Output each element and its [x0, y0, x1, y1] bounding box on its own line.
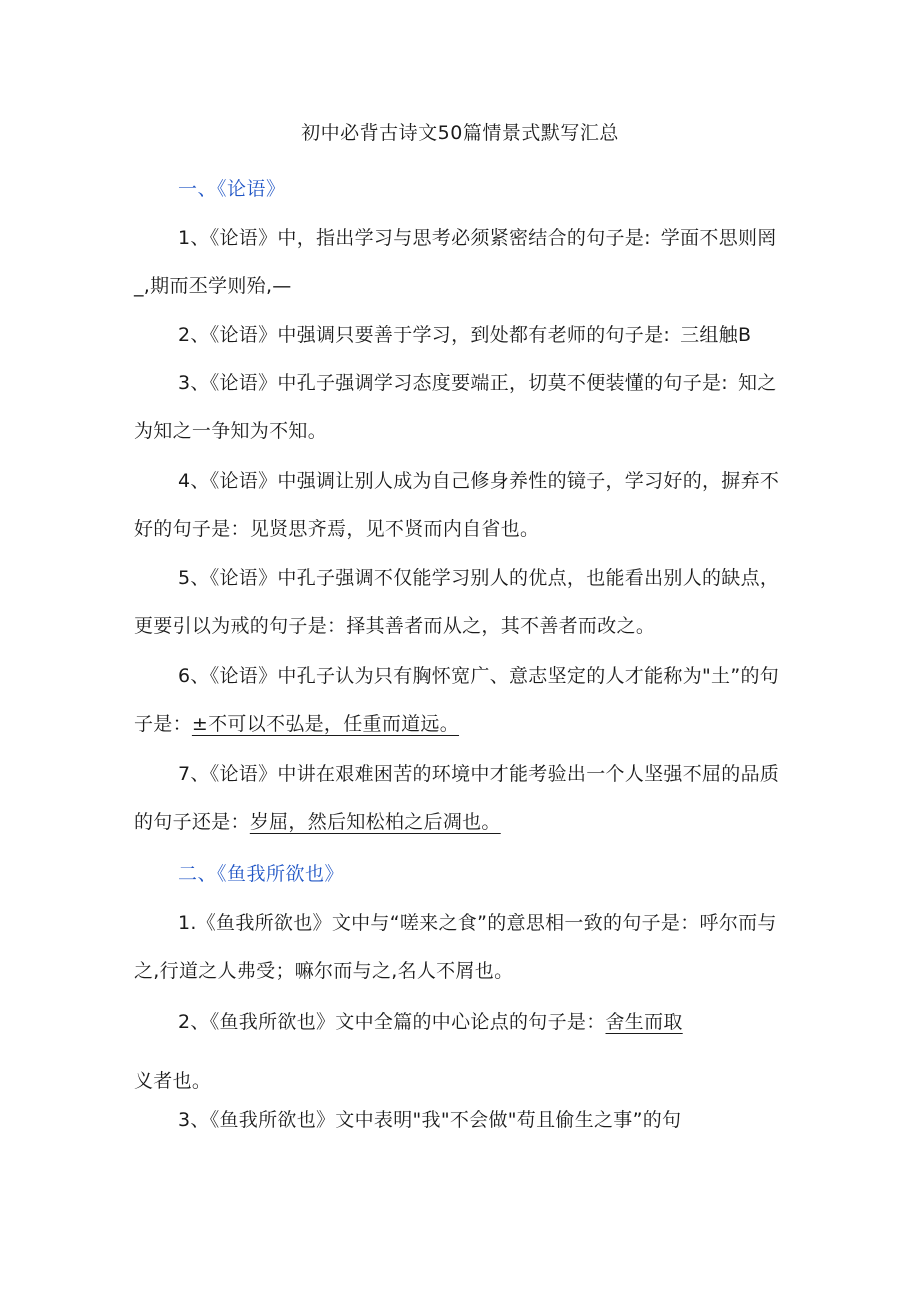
question-text: 3、《论语》中孔子强调学习态度要端正，切莫不便装懂的句子是:	[178, 372, 728, 394]
question-text: 6、《论语》中孔子认为只有胸怀宽广、意志坚定的人才能称为"土”的句子是：	[134, 665, 780, 735]
question-text: 5、《论语》中孔子强调不仅能学习别人的优点，也能看出别人的缺点，更要引以为戒的句子是：	[134, 567, 780, 637]
question-text: 2、《论语》中强调只要善于学习，到处都有老师的句子是:	[178, 324, 671, 346]
list-item	[134, 359, 788, 455]
answer-text: 三组触B	[680, 324, 752, 346]
list-item	[134, 311, 788, 359]
list-item	[134, 1096, 788, 1144]
answer-text: 知之为知之一争知为不知。	[134, 372, 777, 442]
question-text: 3、《鱼我所欲也》文中表明"我"不会做"苟且偷生之事”的句	[178, 1109, 682, 1131]
list-item	[134, 750, 788, 846]
question-text: 2、《鱼我所欲也》文中全篇的中心论点的句子是：	[178, 1011, 606, 1033]
answer-continuation: 义者也。	[134, 1070, 212, 1092]
question-text: 4、《论语》中强调让别人成为自己修身养性的镜子，学习好的，摒弃不好的句子是：	[134, 470, 780, 540]
answer-text: 见贤思齐焉，见不贤而内自省也。	[249, 518, 540, 540]
answer-text: 择其善者而从之，其不善者而改之。	[346, 615, 656, 637]
answer-text: 舍生而取	[605, 1011, 683, 1033]
page-title: 初中必背古诗文50篇情景式默写汇总	[301, 122, 619, 144]
answer-text: 学面不思则罔_,期而丕学则殆,—	[134, 227, 777, 297]
question-text: 7、《论语》中讲在艰难困苦的环境中才能考验出一个人坚强不屈的品质的句子还是：	[134, 763, 780, 833]
list-item	[134, 998, 788, 1046]
section-heading-lunyu: 一、《论语》	[178, 178, 286, 200]
question-text: 1、《论语》中，指出学习与思考必须紧密结合的句子是:	[178, 227, 651, 249]
list-item	[134, 652, 788, 748]
list-item	[134, 457, 788, 553]
question-text: 1.《鱼我所欲也》文中与“嗟来之食”的意思相一致的句子是：	[178, 912, 700, 934]
answer-text: 岁屈，然后知松柏之后凋也。	[249, 811, 501, 833]
section-heading-yuwosuoyuye: 二、《鱼我所欲也》	[178, 863, 345, 885]
list-item	[134, 214, 788, 310]
answer-text: ±不可以不弘是，任重而道远。	[191, 713, 460, 735]
answer-text: 呼尔而与之,行道之人弗受；嘛尔而与之,名人不屑也。	[134, 912, 777, 982]
list-item	[134, 554, 788, 650]
list-item	[134, 899, 788, 995]
